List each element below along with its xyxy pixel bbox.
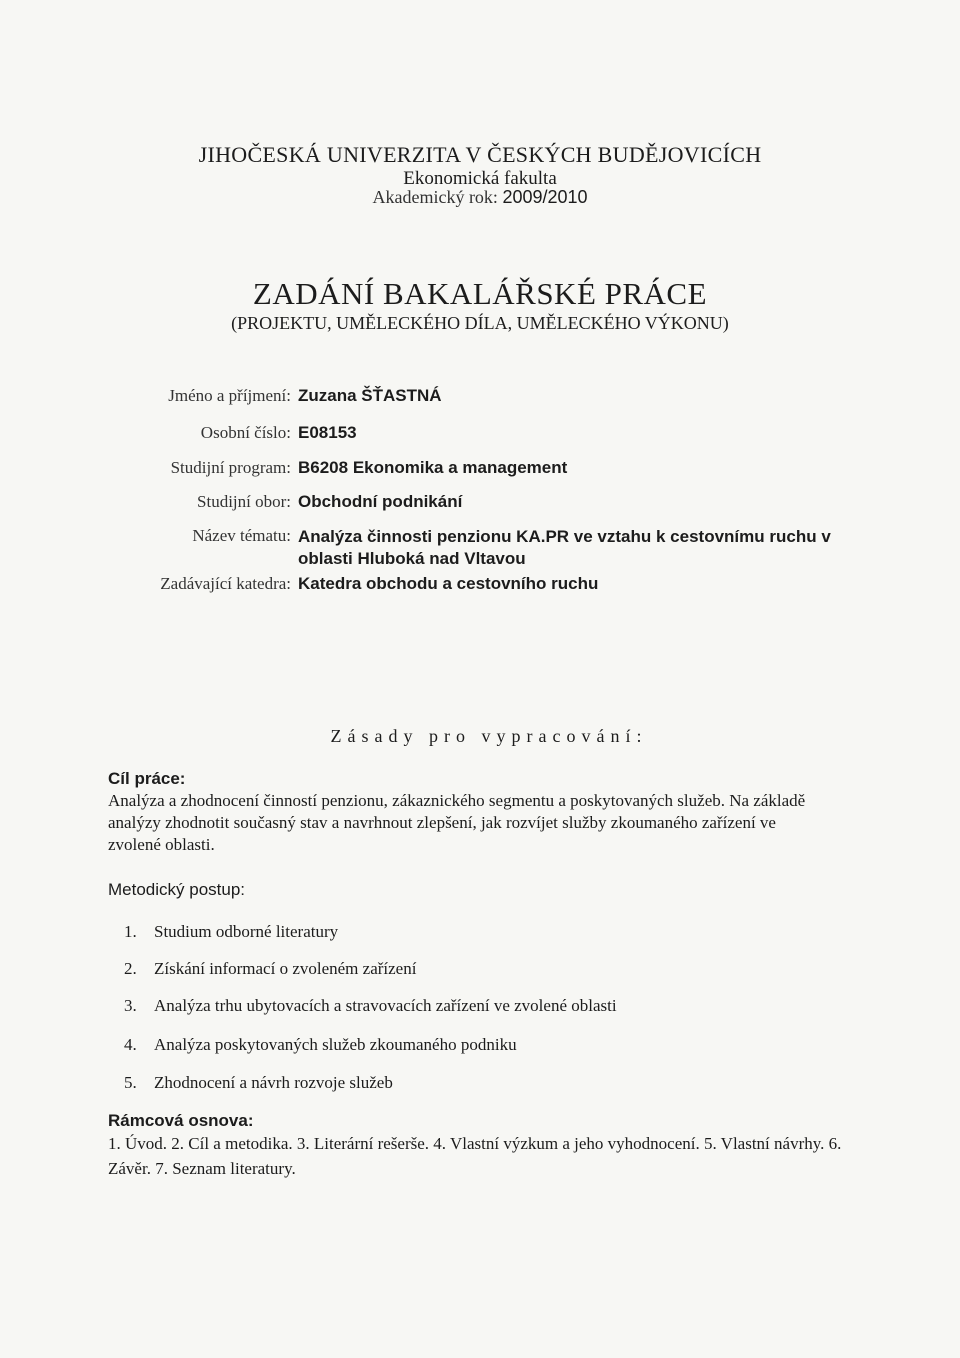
method-step xyxy=(124,1073,393,1093)
document-title: ZADÁNÍ BAKALÁŘSKÉ PRÁCE xyxy=(252,276,708,311)
outline-heading: Rámcová osnova: xyxy=(108,1111,254,1130)
step-text: Zhodnocení a návrh rozvoje služeb xyxy=(154,1073,393,1092)
info-label: Studijní obor: xyxy=(197,492,291,511)
info-label: Osobní číslo: xyxy=(200,423,291,442)
step-number: 4. xyxy=(124,1035,137,1054)
info-label: Studijní program: xyxy=(170,458,291,477)
step-number: 1. xyxy=(124,922,137,941)
info-label: Jméno a příjmení: xyxy=(168,386,291,405)
info-value: Zuzana ŠŤASTNÁ xyxy=(298,386,442,405)
university-name: JIHOČESKÁ UNIVERZITA V ČESKÝCH BUDĚJOVICÍCH xyxy=(198,142,762,167)
method-step xyxy=(124,1035,517,1055)
info-value: B6208 Ekonomika a management xyxy=(298,458,568,477)
method-heading: Metodický postup: xyxy=(108,880,246,899)
faculty-name: Ekonomická fakulta xyxy=(403,168,557,189)
info-value: Analýza činnosti penzionu KA.PR ve vztahu k cestovnímu ruchu v oblasti Hluboká nad Vltavou xyxy=(298,527,831,568)
guidelines-heading: Zásady pro vypracování: xyxy=(330,726,648,746)
step-text: Analýza trhu ubytovacích a stravovacích zařízení ve zvolené oblasti xyxy=(154,996,617,1015)
step-number: 5. xyxy=(124,1073,137,1092)
goal-heading: Cíl práce: xyxy=(108,769,186,788)
academic-year xyxy=(0,187,960,208)
method-step xyxy=(124,996,617,1016)
method-step xyxy=(124,959,416,979)
document-subtitle: (PROJEKTU, UMĚLECKÉHO DÍLA, UMĚLECKÉHO VÝKONU) xyxy=(231,313,729,333)
outline-text: 1. Úvod. 2. Cíl a metodika. 3. Literární rešerše. 4. Vlastní výzkum a jeho vyhodnocení. 5. Vlastní návrhy. 6. Závěr. 7. Seznam literatury. xyxy=(108,1134,842,1178)
step-text: Analýza poskytovaných služeb zkoumaného podniku xyxy=(154,1035,517,1054)
info-value: Obchodní podnikání xyxy=(298,492,463,511)
goal-text: Analýza a zhodnocení činností penzionu, zákaznického segmentu a poskytovaných služeb. Na základě analýzy zhodnotit současný stav a navrhnout zlepšení, jak rozvíjet služby zkoumaného zařízení ve zvolené oblasti. xyxy=(108,791,806,854)
academic-year-label: Akademický rok: xyxy=(372,187,503,207)
step-number: 2. xyxy=(124,959,137,978)
info-value: E08153 xyxy=(298,423,357,442)
method-step xyxy=(124,922,338,942)
info-label: Zadávající katedra: xyxy=(160,574,291,593)
step-text: Získání informací o zvoleném zařízení xyxy=(154,959,417,978)
info-value: Katedra obchodu a cestovního ruchu xyxy=(298,574,599,593)
academic-year-value: 2009/2010 xyxy=(502,187,588,207)
info-label: Název tématu: xyxy=(192,526,291,545)
step-text: Studium odborné literatury xyxy=(154,922,339,941)
step-number: 3. xyxy=(124,996,137,1015)
